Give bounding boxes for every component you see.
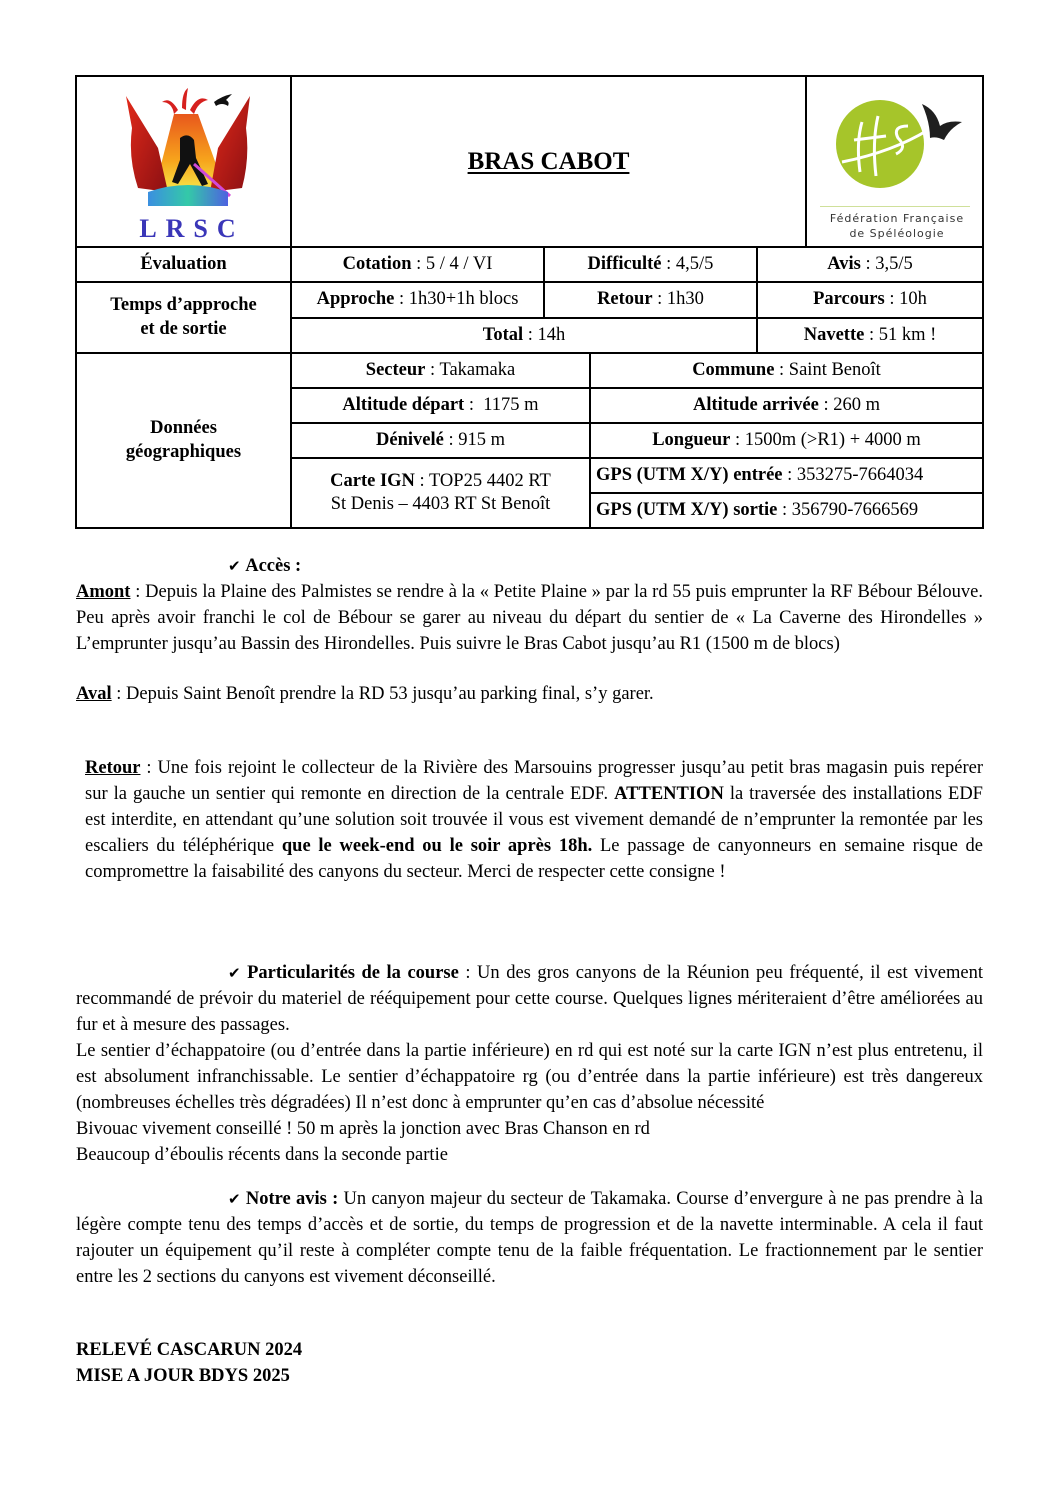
gps-entree-cell: GPS (UTM X/Y) entrée : 353275-7664034 [596,464,924,485]
retour-cell: Retour : 1h30 [597,289,704,310]
footer-line2: MISE A JOUR BDYS 2025 [76,1366,290,1386]
geo-label: Données géographiques [125,418,242,462]
total-cell: Total : 14h [482,324,566,345]
retour-paragraph: Retour : Une fois rejoint le collecteur de la Rivière des Marsouins progresser jusqu’au petit bras magasin puis repérer sur la gauche un sentier qui remonte en direction de la centrale EDF. ATTENTION la traversée des installations EDF est interdite, en attendant qu’une solution soit trouvée il vous est vivement demandé de n’emprunter la remontée par les escaliers du téléphérique que le week-end ou le soir après 18h. Le passage de canyonneurs en semaine risque de compromettre la faisabilité des canyons du secteur. Merci de respecter cette consigne ! [85,758,984,882]
col-divider [805,75,807,247]
particularites-paragraph: ✔ Particularités de la course : Un des gros canyons de la Réunion peu fréquenté, il est vivement recommandé de prévoir du materiel de rééquipement pour cette course. Quelques lignes mériteraient d’être améliorées au fur et à mesure des passages. [76,963,983,1035]
avis-section [76,1186,983,1290]
secteur-cell: Secteur : Takamaka [365,359,516,380]
footer-section [76,1337,983,1389]
denivele-cell: Dénivelé : 915 m [376,429,505,450]
aval-paragraph: Aval : Depuis Saint Benoît prendre la RD 53 jusqu’au parking final, s’y garer. [76,684,654,704]
checkmark-icon: ✔ [228,964,241,982]
difficulte-cell: Difficulté : 4,5/5 [587,253,714,274]
avis-cell: Avis : 3,5/5 [827,253,913,274]
ffs-logo-icon [812,92,982,242]
acces-heading: ✔ Accès : [228,556,302,576]
carte-ign-cell: Carte IGN : TOP25 4402 RT St Denis – 4403 RT St Benoît [330,470,551,514]
approche-cell: Approche : 1h30+1h blocs [316,289,519,310]
ffs-logo-line2: de Spéléologie [849,227,945,240]
bivouac-line: Bivouac vivement conseillé ! 50 m après la jonction avec Bras Chanson en rd [76,1119,650,1139]
checkmark-icon: ✔ [228,1190,241,1208]
acces-section [76,553,983,707]
avis-paragraph: ✔ Notre avis : Un canyon majeur du secteur de Takamaka. Course d’envergure à ne pas prendre à la légère compte tenu des temps d’accès et de sortie, du temps de progression et de la navette interminable. A cela il faut rajouter un équipement qu’il reste à compléter compte tenu de la faible fréquentation. Le fractionnement par le sentier entre les 2 sections du canyons est vivement déconseillé. [76,1189,984,1287]
gps-sortie-cell: GPS (UTM X/Y) sortie : 356790-7666569 [596,499,919,520]
navette-cell: Navette : 51 km ! [803,324,937,345]
evaluation-label: Évaluation [140,253,227,274]
retour-section [85,755,983,885]
amont-paragraph: Amont : Depuis la Plaine des Palmistes se rendre à la « Petite Plaine » par la rd 55 puis emprunter la RF Bébour Bélouve. Peu après avoir franchi le col de Bébour se garer au niveau du départ du sentier de « La Caverne des Hirondelles » L’emprunter jusqu’au Bassin des Hirondelles. Puis suivre le Bras Cabot jusqu’au R1 (1500 m de blocs) [76,582,983,654]
checkmark-icon: ✔ [228,557,241,575]
sentier-paragraph: Le sentier d’échappatoire (ou d’entrée dans la partie inférieure) en rd qui est noté sur la carte IGN n’est plus entretenu, il est absolument infranchissable. Le sentier d’échappatoire rg (ou d’entrée dans la partie inférieure) est très dangereux (nombreuses échelles très dégradées) Il n’est donc à emprunter qu’en cas d’absolue nécessité [76,1041,983,1113]
ffs-logo-divider [820,206,970,207]
ffs-logo-line1: Fédération Française [829,212,965,225]
cotation-cell: Cotation : 5 / 4 / VI [342,253,493,274]
eboulis-line: Beaucoup d’éboulis récents dans la seconde partie [76,1145,448,1165]
footer-line1: RELEVÉ CASCARUN 2024 [76,1340,303,1360]
lrsc-logo-icon [118,88,258,243]
parcours-cell: Parcours : 10h [813,289,927,310]
page-title-cell [292,77,805,246]
altitude-depart-cell: Altitude départ : 1175 m [342,394,539,415]
commune-cell: Commune : Saint Benoît [692,359,881,380]
lrsc-logo-text: LRSC [139,214,245,243]
temps-label: Temps d’approche et de sortie [110,295,257,339]
page-title: BRAS CABOT [467,147,630,175]
altitude-arrivee-cell: Altitude arrivée : 260 m [692,394,881,415]
particularites-section [76,960,983,1168]
longueur-cell: Longueur : 1500m (>R1) + 4000 m [652,429,921,450]
